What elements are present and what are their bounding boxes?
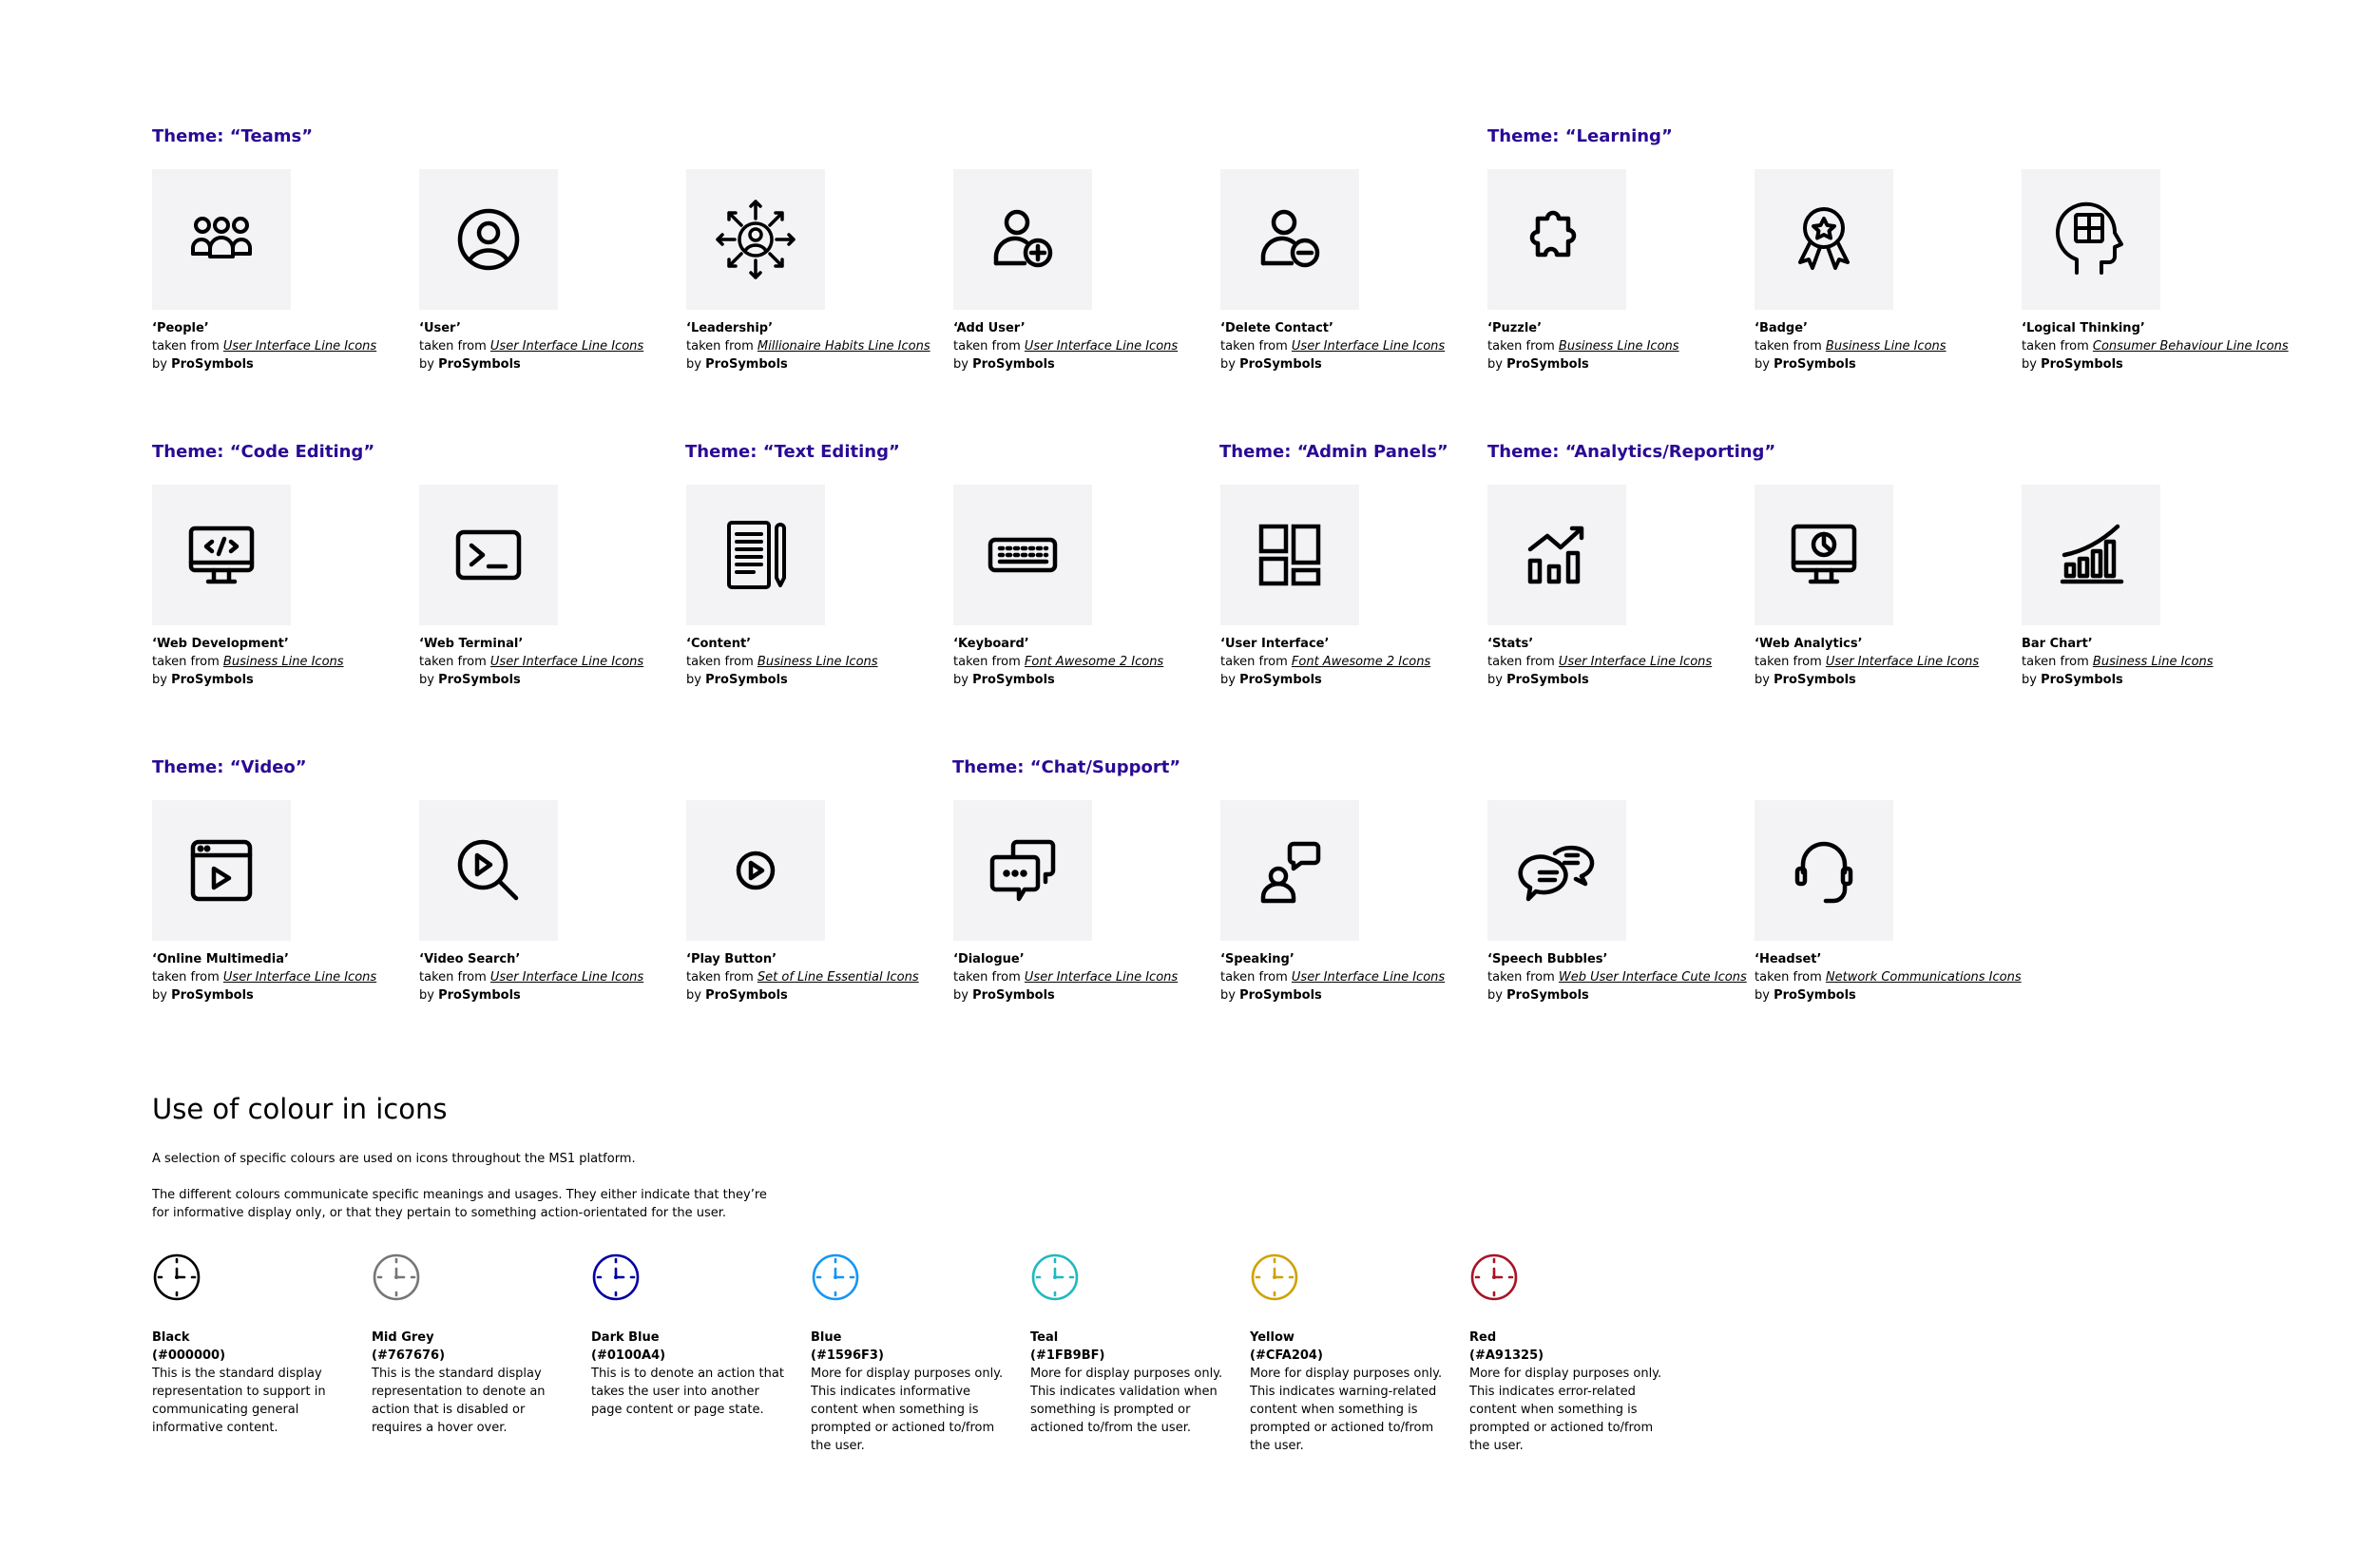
author-name: ProSymbols [438, 988, 521, 1003]
icon-tile [152, 800, 291, 941]
icon-card-speech-bubbles [1487, 800, 1747, 1004]
icon-source-link[interactable]: Millionaire Habits Line Icons [757, 339, 930, 354]
theme-title-analytics: Theme: “Analytics/Reporting” [1487, 442, 1776, 462]
clock-icon [152, 1252, 201, 1302]
leadership-icon [708, 192, 803, 287]
colour-usage-line: for informative display only, or that they pertain to something action-orientated for the user. [152, 1206, 727, 1220]
logical-thinking-icon [2043, 192, 2138, 287]
delete-contact-icon [1242, 192, 1337, 287]
colour-name: Red [1469, 1330, 1497, 1345]
taken-from-label: taken from [152, 655, 220, 669]
colour-hex: (#767676) [372, 1348, 446, 1363]
icon-name: ‘Play Button’ [686, 952, 777, 966]
icon-card-bar-chart [2022, 485, 2278, 689]
icon-name: ‘Online Multimedia’ [152, 952, 289, 966]
author-name: ProSymbols [2041, 357, 2123, 372]
icon-tile [152, 485, 291, 625]
icon-name: ‘Video Search’ [419, 952, 521, 966]
by-label: by [1755, 357, 1770, 372]
icon-card-web-analytics [1755, 485, 2011, 689]
author-name: ProSymbols [2041, 673, 2123, 687]
icon-name: ‘Stats’ [1487, 637, 1534, 651]
colour-name: Dark Blue [591, 1330, 660, 1345]
colour-hex: (#1FB9BF) [1030, 1348, 1105, 1363]
by-label: by [1220, 988, 1236, 1003]
by-label: by [1487, 673, 1503, 687]
clock-icon [1030, 1252, 1080, 1302]
author-name: ProSymbols [1506, 673, 1589, 687]
icon-name: ‘Web Development’ [152, 637, 289, 651]
by-label: by [2022, 357, 2037, 372]
icon-card-user [419, 169, 676, 373]
colour-usage-line: The different colours communicate specific meanings and usages. They either indicate that they’re [152, 1188, 767, 1202]
icon-name: ‘People’ [152, 321, 209, 335]
by-label: by [686, 673, 701, 687]
icon-source-link[interactable]: Font Awesome 2 Icons [1291, 655, 1431, 669]
icon-name: ‘Keyboard’ [953, 637, 1029, 651]
user-icon [441, 192, 536, 287]
people-icon [174, 192, 269, 287]
theme-title-chat-support: Theme: “Chat/Support” [952, 757, 1181, 777]
colour-hex: (#000000) [152, 1348, 226, 1363]
icon-source-link[interactable]: User Interface Line Icons [1825, 655, 1980, 669]
colour-swatch-yellow [1250, 1252, 1451, 1455]
icon-source-link[interactable]: Business Line Icons [2092, 655, 2214, 669]
icon-tile [953, 169, 1092, 310]
taken-from-label: taken from [419, 970, 487, 985]
icon-tile [1487, 800, 1626, 941]
icon-source-link[interactable]: Font Awesome 2 Icons [1024, 655, 1164, 669]
icon-tile [686, 169, 825, 310]
author-name: ProSymbols [1506, 357, 1589, 372]
badge-icon [1776, 192, 1871, 287]
icon-source-link[interactable]: User Interface Line Icons [489, 970, 644, 985]
icon-name: ‘Speaking’ [1220, 952, 1295, 966]
online-multimedia-icon [174, 823, 269, 918]
icon-source-link[interactable]: Business Line Icons [222, 655, 344, 669]
icon-tile [686, 485, 825, 625]
author-name: ProSymbols [1506, 988, 1589, 1003]
clock-icon [1250, 1252, 1299, 1302]
taken-from-label: taken from [686, 970, 754, 985]
colour-swatch-teal [1030, 1252, 1232, 1437]
video-search-icon [441, 823, 536, 918]
by-label: by [1755, 988, 1770, 1003]
icon-card-speaking [1220, 800, 1477, 1004]
icon-tile [953, 800, 1092, 941]
icon-tile [1220, 169, 1359, 310]
by-label: by [1487, 357, 1503, 372]
icon-card-leadership [686, 169, 943, 373]
author-name: ProSymbols [972, 673, 1055, 687]
icon-source-link[interactable]: User Interface Line Icons [222, 970, 377, 985]
taken-from-label: taken from [1755, 970, 1822, 985]
author-name: ProSymbols [438, 357, 521, 372]
by-label: by [953, 357, 969, 372]
web-terminal-icon [441, 507, 536, 602]
icon-card-badge [1755, 169, 2011, 373]
colour-description: This is to denote an action that takes the user into another page content or page state. [591, 1367, 784, 1417]
colour-name: Black [152, 1330, 190, 1345]
icon-tile [1220, 485, 1359, 625]
icon-card-user-interface [1220, 485, 1477, 689]
by-label: by [1755, 673, 1770, 687]
icon-source-link[interactable]: User Interface Line Icons [1024, 339, 1179, 354]
taken-from-label: taken from [152, 970, 220, 985]
theme-title-code-editing: Theme: “Code Editing” [152, 442, 375, 462]
taken-from-label: taken from [419, 655, 487, 669]
bar-chart-icon [2043, 507, 2138, 602]
icon-name: ‘Puzzle’ [1487, 321, 1543, 335]
dialogue-icon [975, 823, 1070, 918]
icon-card-stats [1487, 485, 1744, 689]
author-name: ProSymbols [438, 673, 521, 687]
by-label: by [953, 988, 969, 1003]
icon-card-online-multimedia [152, 800, 409, 1004]
taken-from-label: taken from [1755, 339, 1822, 354]
author-name: ProSymbols [972, 357, 1055, 372]
icon-source-link[interactable]: User Interface Line Icons [489, 339, 644, 354]
icon-source-link[interactable]: Consumer Behaviour Line Icons [2092, 339, 2289, 354]
icon-source-link[interactable]: Web User Interface Cute Icons [1558, 970, 1747, 985]
icon-source-link[interactable]: User Interface Line Icons [489, 655, 644, 669]
icon-name: ‘Add User’ [953, 321, 1026, 335]
icon-tile [1487, 485, 1626, 625]
icon-tile [2022, 485, 2160, 625]
icon-card-video-search [419, 800, 676, 1004]
colour-description: More for display purposes only. This indicates error-related content when something is prompted or actioned to/from the user. [1469, 1367, 1662, 1453]
clock-icon [591, 1252, 641, 1302]
by-label: by [1220, 673, 1236, 687]
colour-usage-paragraph [152, 1186, 779, 1222]
taken-from-label: taken from [1487, 339, 1555, 354]
taken-from-label: taken from [1487, 970, 1555, 985]
icon-name: ‘Dialogue’ [953, 952, 1025, 966]
colour-swatch-black [152, 1252, 354, 1437]
author-name: ProSymbols [705, 988, 788, 1003]
icon-card-delete-contact [1220, 169, 1477, 373]
icon-card-add-user [953, 169, 1210, 373]
author-name: ProSymbols [171, 988, 254, 1003]
author-name: ProSymbols [1774, 988, 1856, 1003]
icon-tile [152, 169, 291, 310]
icon-tile [419, 485, 558, 625]
icon-tile [1755, 169, 1893, 310]
theme-title-text-editing: Theme: “Text Editing” [685, 442, 900, 462]
headset-icon [1776, 823, 1871, 918]
icon-tile [419, 800, 558, 941]
icon-card-content [686, 485, 943, 689]
colour-name: Blue [811, 1330, 842, 1345]
by-label: by [686, 357, 701, 372]
author-name: ProSymbols [705, 673, 788, 687]
by-label: by [1220, 357, 1236, 372]
clock-icon [1469, 1252, 1519, 1302]
web-development-icon [174, 507, 269, 602]
author-name: ProSymbols [1774, 673, 1856, 687]
icon-name: ‘Leadership’ [686, 321, 774, 335]
by-label: by [419, 673, 434, 687]
icon-name: ‘Delete Contact’ [1220, 321, 1333, 335]
keyboard-icon [975, 507, 1070, 602]
author-name: ProSymbols [1239, 357, 1322, 372]
colour-section-title: Use of colour in icons [152, 1093, 448, 1125]
icon-card-keyboard [953, 485, 1210, 689]
icon-source-link[interactable]: Business Line Icons [1825, 339, 1947, 354]
author-name: ProSymbols [705, 357, 788, 372]
clock-icon [811, 1252, 860, 1302]
taken-from-label: taken from [2022, 655, 2089, 669]
icon-tile [1220, 800, 1359, 941]
theme-title-teams: Theme: “Teams” [152, 126, 314, 146]
author-name: ProSymbols [1239, 988, 1322, 1003]
taken-from-label: taken from [1220, 339, 1288, 354]
icon-card-dialogue [953, 800, 1210, 1004]
colour-hex: (#CFA204) [1250, 1348, 1323, 1363]
author-name: ProSymbols [1774, 357, 1856, 372]
colour-description: More for display purposes only. This indicates validation when something is prompted or actioned to/from the user. [1030, 1367, 1223, 1435]
colour-hex: (#0100A4) [591, 1348, 666, 1363]
taken-from-label: taken from [1487, 655, 1555, 669]
colour-intro-paragraph: A selection of specific colours are used on icons throughout the MS1 platform. [152, 1152, 636, 1166]
taken-from-label: taken from [1220, 655, 1288, 669]
taken-from-label: taken from [1755, 655, 1822, 669]
author-name: ProSymbols [1239, 673, 1322, 687]
speaking-icon [1242, 823, 1337, 918]
taken-from-label: taken from [686, 655, 754, 669]
icon-tile [1755, 485, 1893, 625]
colour-hex: (#A91325) [1469, 1348, 1544, 1363]
icon-card-people [152, 169, 409, 373]
taken-from-label: taken from [419, 339, 487, 354]
icon-source-link[interactable]: Business Line Icons [1558, 339, 1679, 354]
icon-card-headset [1755, 800, 2022, 1004]
icon-name: ‘User’ [419, 321, 461, 335]
icon-card-play-button [686, 800, 943, 1004]
colour-swatch-dark-blue [591, 1252, 793, 1419]
author-name: ProSymbols [171, 673, 254, 687]
by-label: by [419, 357, 434, 372]
colour-swatch-blue [811, 1252, 1012, 1455]
icon-source-link[interactable]: User Interface Line Icons [1024, 970, 1179, 985]
taken-from-label: taken from [2022, 339, 2089, 354]
colour-description: More for display purposes only. This indicates warning-related content when something is prompted or actioned to/from the user. [1250, 1367, 1443, 1453]
colour-hex: (#1596F3) [811, 1348, 884, 1363]
icon-name: Bar Chart’ [2022, 637, 2093, 651]
colour-name: Yellow [1250, 1330, 1295, 1345]
icon-name: ‘Badge’ [1755, 321, 1808, 335]
by-label: by [152, 988, 167, 1003]
icon-name: ‘Web Analytics’ [1755, 637, 1863, 651]
icon-tile [2022, 169, 2160, 310]
colour-swatch-red [1469, 1252, 1671, 1455]
taken-from-label: taken from [1220, 970, 1288, 985]
icon-source-link[interactable]: Set of Line Essential Icons [757, 970, 919, 985]
icon-card-logical-thinking [2022, 169, 2289, 373]
icon-source-link[interactable]: User Interface Line Icons [1558, 655, 1713, 669]
icon-source-link[interactable]: User Interface Line Icons [1291, 970, 1446, 985]
icon-name: ‘Speech Bubbles’ [1487, 952, 1608, 966]
icon-tile [1487, 169, 1626, 310]
content-icon [708, 507, 803, 602]
theme-title-admin-panels: Theme: “Admin Panels” [1219, 442, 1448, 462]
by-label: by [686, 988, 701, 1003]
theme-title-video: Theme: “Video” [152, 757, 307, 777]
taken-from-label: taken from [953, 655, 1021, 669]
taken-from-label: taken from [152, 339, 220, 354]
icon-tile [953, 485, 1092, 625]
icon-card-web-terminal [419, 485, 676, 689]
by-label: by [152, 357, 167, 372]
icon-name: ‘Logical Thinking’ [2022, 321, 2145, 335]
icon-name: ‘Web Terminal’ [419, 637, 524, 651]
web-analytics-icon [1776, 507, 1871, 602]
speech-bubbles-icon [1509, 823, 1604, 918]
author-name: ProSymbols [171, 357, 254, 372]
icon-tile [686, 800, 825, 941]
by-label: by [2022, 673, 2037, 687]
icon-tile [1755, 800, 1893, 941]
clock-icon [372, 1252, 421, 1302]
icon-source-link[interactable]: User Interface Line Icons [222, 339, 377, 354]
icon-name: ‘Content’ [686, 637, 752, 651]
icon-name: ‘Headset’ [1755, 952, 1822, 966]
colour-swatch-mid-grey [372, 1252, 573, 1437]
icon-tile [419, 169, 558, 310]
icon-source-link[interactable]: Business Line Icons [757, 655, 878, 669]
taken-from-label: taken from [953, 339, 1021, 354]
icon-source-link[interactable]: Network Communications Icons [1825, 970, 2022, 985]
icon-card-web-development [152, 485, 409, 689]
author-name: ProSymbols [972, 988, 1055, 1003]
by-label: by [1487, 988, 1503, 1003]
icon-name: ‘User Interface’ [1220, 637, 1330, 651]
icon-source-link[interactable]: User Interface Line Icons [1291, 339, 1446, 354]
taken-from-label: taken from [953, 970, 1021, 985]
play-button-icon [708, 823, 803, 918]
puzzle-icon [1509, 192, 1604, 287]
colour-description: This is the standard display representation to support in communicating general informative content. [152, 1367, 326, 1435]
taken-from-label: taken from [686, 339, 754, 354]
theme-title-learning: Theme: “Learning” [1487, 126, 1673, 146]
colour-name: Teal [1030, 1330, 1059, 1345]
user-interface-icon [1242, 507, 1337, 602]
colour-description: More for display purposes only. This indicates informative content when something is prompted or actioned to/from the user. [811, 1367, 1004, 1453]
by-label: by [953, 673, 969, 687]
by-label: by [152, 673, 167, 687]
stats-icon [1509, 507, 1604, 602]
by-label: by [419, 988, 434, 1003]
add-user-icon [975, 192, 1070, 287]
colour-name: Mid Grey [372, 1330, 434, 1345]
colour-description: This is the standard display representation to denote an action that is disabled or requires a hover over. [372, 1367, 546, 1435]
icon-card-puzzle [1487, 169, 1744, 373]
